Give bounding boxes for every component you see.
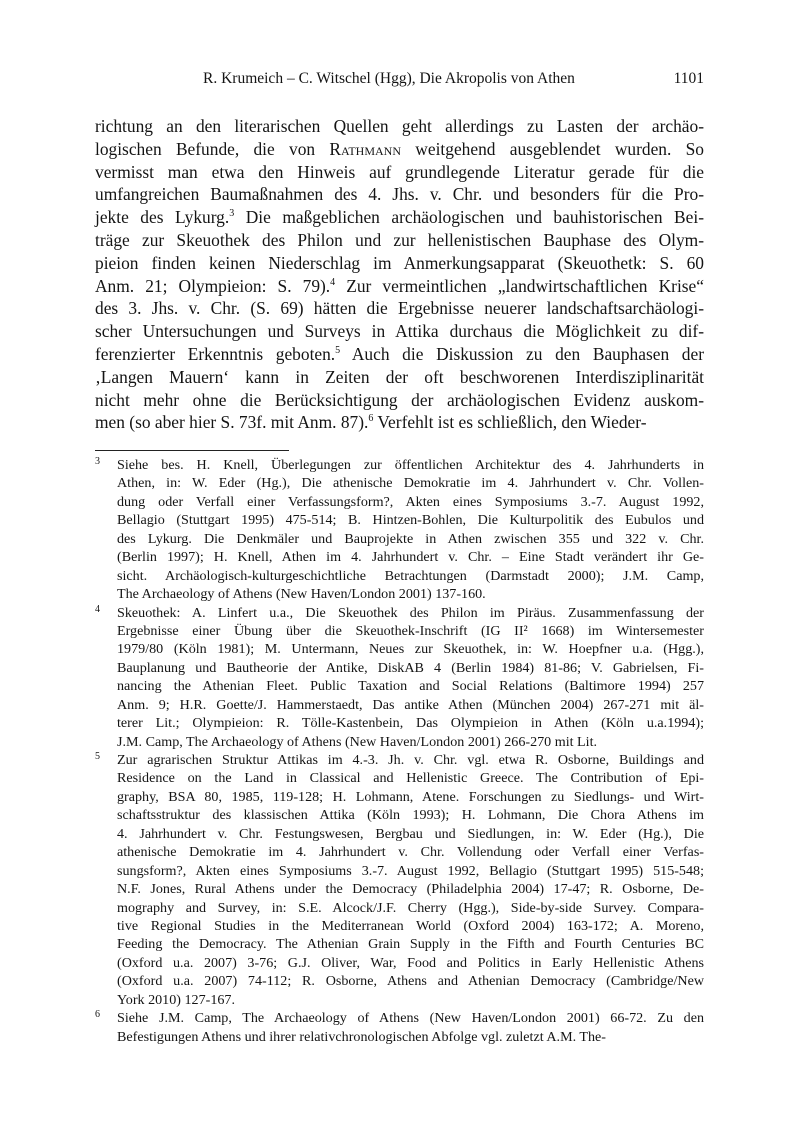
footnote [95, 456, 704, 604]
body-line-text: Die maßgeblichen archäologischen und bauhistorischen Bei- [234, 207, 704, 228]
footnote [95, 1009, 704, 1046]
footnote-line: Siehe J.M. Camp, The Archaeology of Athens (New Haven/London 2001) 66-72. Zu den [117, 1010, 704, 1027]
body-line-text: Zur vermeintlichen „landwirtschaftlichen Krise“ [335, 275, 704, 296]
body-line-text: logischen Befunde, die von [95, 138, 330, 159]
footnote-number: 5 [95, 751, 100, 762]
body-line: umfangreichen Baumaßnahmen des 4. Jhs. v. Chr. und besonders für die Pro- [95, 184, 704, 205]
footnote-number: 4 [95, 603, 100, 615]
footnote-line: tive Regional Studies in the Mediterranean World (Oxford 2004) 163-172; A. Moreno, [117, 917, 704, 934]
footnote-text [117, 604, 704, 752]
body-line [95, 206, 704, 229]
footnote-line: Skeuothek: A. Linfert u.a., Die Skeuothek des Philon im Piräus. Zusammenfassung der [117, 604, 704, 621]
body-line: nicht mehr ohne die Berücksichtigung der archäologischen Evidenz auskom- [95, 389, 704, 410]
footnote-line: The Archaeology of Athens (New Haven/London 2001) 137-160. [117, 586, 486, 603]
body-line: vermisst man etwa den Hinweis auf grundlegende Literatur gerade für die [95, 161, 704, 182]
footnote [95, 751, 704, 1009]
footnote-line: sicht. Archäologisch-kulturgeschichtliche Betrachtungen (Darmstadt 2000); J.M. Camp, [117, 567, 704, 584]
footnote-line: Athen, in: W. Eder (Hg.), Die athenische Demokratie im 4. Jahrhundert v. Chr. Vollen- [117, 475, 704, 492]
body-line-text: Verfehlt ist es schließlich, den Wieder- [373, 412, 647, 433]
footnote-line: athenische Demokratie im 4. Jahrhundert v. Chr. Vollendung oder Verfall einer Verfas- [117, 844, 704, 861]
footnote-line: Siehe bes. H. Knell, Überlegungen zur öffentlichen Architektur des 4. Jahrhunderts in [117, 457, 704, 473]
body-line: pieion finden keinen Niederschlag im Anmerkungsapparat (Skeuothetk: S. 60 [95, 252, 704, 273]
footnote-line: Ergebnisse einer Übung über die Skeuothek-Inschrift (IG II² 1668) im Wintersemester [117, 622, 704, 639]
footnote-line: Anm. 9; H.R. Goette/J. Hammerstaedt, Das antike Athen (München 2004) 267-271 mit äl- [117, 696, 704, 713]
page-number: 1101 [673, 70, 704, 87]
body-line [95, 138, 704, 161]
body-line: des 3. Jhs. v. Chr. (S. 69) hätten die Ergebnisse neuerer landschaftsarchäologi- [95, 298, 704, 319]
footnote-line: des Lykurg. Die Denkmäler und Bauprojekte in Athen zwischen 355 und 322 v. Chr. [117, 530, 704, 547]
body-line-text: weitgehend ausgeblendet wurden. So [401, 138, 704, 159]
body-line-text: men (so aber hier S. 73f. mit Anm. 87). [95, 412, 369, 433]
author-name-small-caps: Rathmann [329, 138, 402, 159]
footnote-line: J.M. Camp, The Archaeology of Athens (New Haven/London 2001) 266-270 mit Lit. [117, 733, 598, 750]
footnote-text [117, 751, 704, 1009]
body-line [95, 275, 704, 298]
footnote [95, 604, 704, 752]
footnote-line: nancing the Athenian Fleet. Public Taxation and Social Relations (Baltimore 1994) 257 [117, 678, 704, 695]
body-line-text: jekte des Lykurg. [95, 207, 230, 228]
footnote-line: Bellagio (Stuttgart 1995) 475-514; B. Hintzen-Bohlen, Die Kulturpolitik des Eubulos und [117, 512, 704, 529]
body-line [95, 411, 704, 434]
footnote-line: 4. Jahrhundert v. Chr. Festungswesen, Bergbau und Siedlungen, in: W. Eder (Hg.), Die [117, 825, 704, 842]
body-line-text: Anm. 21; Olympieion: S. 79). [95, 275, 331, 296]
footnote-separator [95, 450, 289, 451]
footnote-line: Befestigungen Athens und ihrer relativchronologischen Abfolge vgl. zuletzt A.M. The- [117, 1028, 606, 1045]
footnote-line: Feeding the Democracy. The Athenian Grain Supply in the Fifth and Fourth Centuries BC [117, 936, 704, 953]
footnote-line: Bauplanung und Bautheorie der Antike, DiskAB 4 (Berlin 1984) 81-86; V. Gabrielsen, Fi- [117, 659, 704, 676]
body-line: träge zur Skeuothek des Philon und zur hellenistischen Bauphase des Olym- [95, 229, 704, 250]
body-line: scher Untersuchungen und Surveys in Attika durchaus die Möglichkeit zu dif- [95, 321, 704, 342]
footnote-number: 3 [95, 456, 100, 467]
footnote-reference[interactable]: 4 [330, 276, 336, 288]
footnote-reference[interactable]: 6 [368, 413, 374, 425]
running-title: R. Krumeich – C. Witschel (Hgg), Die Akropolis von Athen [203, 70, 575, 87]
footnote-line: (Oxford u.a. 2007) 3-76; G.J. Oliver, War, Food and Politics in Early Hellenistic Athens [117, 954, 704, 971]
running-header [95, 70, 704, 92]
body-line-text: Auch die Diskussion zu den Bauphasen der [340, 343, 705, 364]
footnotes [95, 456, 704, 1046]
body-line-text: ferenzierter Erkenntnis geboten. [95, 343, 336, 364]
footnote-text [117, 1009, 704, 1046]
footnote-line: Zur agrarischen Struktur Attikas im 4.-3. Jh. v. Chr. vgl. etwa R. Osborne, Buildings and [117, 752, 704, 768]
footnote-line: terer Lit.; Olympieion: R. Tölle-Kastenbein, Das Olympieion in Athen (Köln u.a.1994); [117, 715, 704, 732]
footnote-line: dung oder Verfall einer Verfassungsform?, Akten eines Symposiums 3.-7. August 1992, [117, 493, 704, 510]
footnote-line: sungsform?, Akten eines Symposiums 3.-7. August 1992, Bellagio (Stuttgart 1995) 515-548; [117, 862, 704, 879]
footnote-line: York 2010) 127-167. [117, 991, 235, 1008]
footnote-number: 6 [95, 1009, 100, 1021]
footnote-reference[interactable]: 5 [335, 344, 341, 356]
footnote-line: (Berlin 1997); H. Knell, Athen im 4. Jahrhundert v. Chr. – Eine Stadt verändert ihr Ge- [117, 549, 704, 566]
footnote-line: Residence on the Land in Classical and Hellenistic Greece. The Contribution of Epi- [117, 770, 704, 787]
body-line [95, 343, 704, 366]
body-line: ‚Langen Mauern‘ kann in Zeiten der oft beschworenen Interdisziplinarität [95, 366, 704, 387]
footnote-line: 1979/80 (Köln 1981); M. Untermann, Neues zur Skeuothek, in: W. Hoepfner u.a. (Hgg.), [117, 641, 704, 658]
footnote-line: mography and Survey, in: S.E. Alcock/J.F. Cherry (Hgg.), Side-by-side Survey. Compara- [117, 899, 704, 916]
footnote-text [117, 456, 704, 604]
footnote-line: graphy, BSA 80, 1985, 119-128; H. Lohmann, Atene. Forschungen zu Siedlungs- und Wirt- [117, 788, 704, 805]
footnote-line: N.F. Jones, Rural Athens under the Democracy (Philadelphia 2004) 17-47; R. Osborne, De- [117, 881, 704, 898]
footnote-line: schaftsstruktur des klassischen Attika (Köln 1993); H. Lohmann, Die Chora Athens im [117, 807, 704, 824]
footnote-reference[interactable]: 3 [229, 208, 235, 220]
footnote-line: (Oxford u.a. 2007) 74-112; R. Osborne, Athens and Athenian Democracy (Cambridge/New [117, 973, 704, 990]
body-text [95, 115, 704, 434]
body-line: richtung an den literarischen Quellen geht allerdings zu Lasten der archäo- [95, 116, 704, 136]
